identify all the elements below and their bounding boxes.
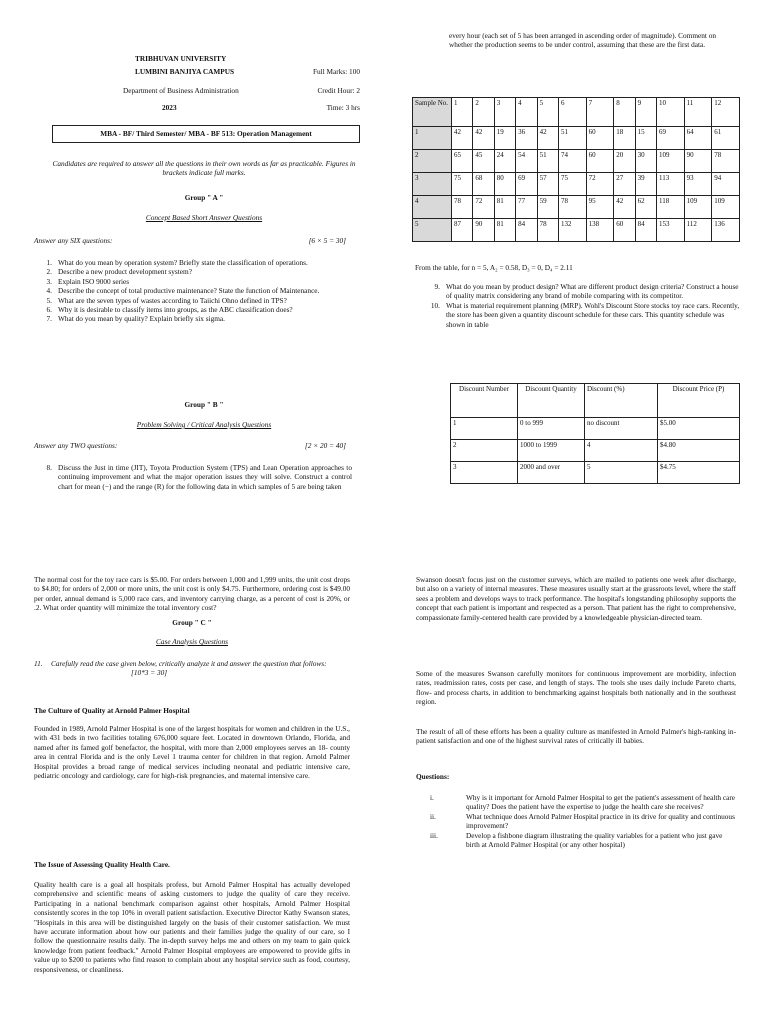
question-7: 7. What do you mean by quality? Explain briefly six sigma.: [46, 314, 225, 324]
table-note: From the table, for n = 5, A₂ = 0.58, D₃ = 0, D₄ = 2.11: [415, 263, 573, 272]
questions-9-10: [428, 282, 740, 329]
instructions: Candidates are required to answer all the questions in their own words as far as practicable. Figures in brackets indicate full marks.: [52, 159, 356, 178]
group-c-subtitle: Case Analysis Questions: [155, 637, 229, 646]
case-paragraph-1: Founded in 1989, Arnold Palmer Hospital is one of the largest hospitals for women and children in the U.S., with 431 beds in two facilities totaling 676,000 square feet. Located in downtown Orlando, Florida, and named after its famed golf benefactor, the hospital, with more than 2,000 employees serves an 18- county area in central Florida and is the only Level 1 trauma center for children in that region. Arnold Palmer Hospital provides a broad range of medical services including neonatal and pediatric intensive care, pediatric oncology and cardiology, care for high-risk pregnancies, and maternal intensive care.: [34, 724, 350, 781]
question-5: 5. What are the seven types of wastes according to Taiichi Ohno defined in TPS?: [46, 295, 287, 305]
table-header-cell: 11: [684, 98, 712, 127]
group-a-marks: [6 × 5 = 30]: [308, 236, 346, 245]
group-b-title: Group " B ": [184, 400, 224, 409]
group-b-subtitle: Problem Solving / Critical Analysis Questions: [136, 420, 272, 429]
question-11-num: 11.: [34, 659, 43, 668]
table-header-cell: 6: [558, 98, 586, 127]
group-a-question-list: [40, 258, 352, 324]
table-row: 3 2000 and over 5 $4.75: [451, 462, 740, 484]
full-marks: Full Marks: 100: [312, 67, 360, 77]
table-row: 3 75 68 80 69 57 75 72 27 39 113 93 94: [413, 173, 740, 196]
course-title: MBA - BF/ Third Semester/ MBA - BF 513: Operation Management: [100, 129, 312, 138]
question-6: 6. Why it is desirable to classify items into groups, as the ABC classification does?: [46, 305, 293, 315]
group-a-answer-note: Answer any SIX questions:: [34, 236, 113, 245]
table-header-cell: 5: [537, 98, 558, 127]
question-1: 1. What do you mean by operation system? Briefly state the classification of operations.: [46, 258, 308, 267]
table-header-cell: Discount Quantity: [518, 384, 585, 418]
course-title-box: [52, 125, 360, 143]
case-paragraph-5: The result of all of these efforts has been a quality culture as manifested in Arnold Palmer's high-ranking in-patient satisfaction and one of the highest survival rates of critically ill babies.: [416, 727, 736, 746]
table-header-cell: 4: [516, 98, 537, 127]
group-c-title: Group " C ": [172, 618, 212, 627]
table-header-cell: 10: [657, 98, 685, 127]
table-header-cell: 12: [712, 98, 740, 127]
question-11-text: Carefully read the case given below, critically analyze it and answer the question that follows:: [51, 659, 327, 668]
table-row: 5 87 90 81 84 78 132 138 60 84 153 112 136: [413, 219, 740, 242]
table-row: 1 0 to 999 no discount $5.00: [451, 418, 740, 440]
question-2: 2. Describe a new product development system?: [46, 267, 192, 277]
table-row: 2 65 45 24 54 51 74 60 20 30 109 90 78: [413, 150, 740, 173]
exam-header: [120, 54, 360, 113]
group-a-answer-row: [34, 236, 346, 245]
table-header-cell: 9: [635, 98, 656, 127]
question-10: 10. What is material requirement planning (MRP). Wohl's Discount Store stocks toy race cars. Recently, the store has been given a quantity discount schedule for these cars. This quantity schedule was shown in table: [430, 300, 740, 329]
question-11-marks: [10*3 = 30]: [131, 668, 168, 678]
question-8: 8. Discuss the Just in time (JIT), Toyota Production System (TPS) and Lean Operation approaches to continuing improvement and what the major operation issues they will solve. Construct a control chart for mean (−) and the range (R) for the following data in which samples of 5 are being taken: [46, 463, 352, 491]
case-title: The Culture of Quality at Arnold Palmer Hospital: [34, 706, 190, 715]
sample-data-table: [412, 97, 740, 242]
table-row: 4 78 72 81 77 59 78 95 42 62 118 109 109: [413, 196, 740, 219]
university-name: TRIBHUVAN UNIVERSITY: [135, 54, 227, 63]
discount-table-header: [451, 384, 740, 418]
exam-time: Time: 3 hrs: [326, 103, 360, 113]
case-paragraph-4: Some of the measures Swanson carefully monitors for continuous improvement are morbidity, infection rates, readmission rates, costs per case, and length of stays. The tools she uses daily include Pareto charts, flow- and process charts, in addition to benchmarking against hospitals both nationally and in the southeast region.: [416, 669, 736, 707]
sample-table-header: [413, 98, 740, 127]
case-paragraph-2: Quality health care is a goal all hospitals profess, but Arnold Palmer Hospital has actually developed comprehensive and scientific means of asking customers to judge the quality of care they receive. Participating in a national benchmark comparison against other hospitals, Arnold Palmer Hospital consistently scores in the top 10% in overall patient satisfaction. Executive Director Kathy Swanson states, "Hospitals in this area will be distinguished largely on the basis of their customer satisfaction. We must have accurate information about how our patients and their families judge the quality of our care, so I follow the questionnaire results daily. The in-depth survey helps me and others on my team to gain quick knowledge from patient feedback." Arnold Palmer Hospital employees are empowered to provide gifts in value up to $200 to patients who find reason to complain about any hospital service such as food, courtesy, responsiveness, or cleanliness.: [34, 880, 350, 974]
group-a-subtitle: Concept Based Short Answer Questions: [145, 213, 263, 222]
case-question-iii: iii. Develop a fishbone diagram illustrating the quality variables for a patient who just gave birth at Arnold Palmer Hospital (or any other hospital): [430, 830, 723, 850]
group-b-answer-note: Answer any TWO questions:: [34, 441, 118, 450]
table-header-cell: Discount Price (P): [658, 384, 740, 418]
table-header-cell: Sample No.: [413, 98, 452, 127]
question-8-continued: every hour (each set of 5 has been arranged in ascending order of magnitude). Comment on whether the production seems to be under control, assuming that these are the first data.: [449, 31, 717, 50]
issue-title: The Issue of Assessing Quality Health Care.: [34, 860, 170, 869]
table-header-cell: 7: [586, 98, 614, 127]
group-a-title: Group " A ": [184, 193, 224, 202]
table-header-cell: 8: [614, 98, 635, 127]
exam-year: 2023: [162, 103, 177, 113]
table-header-cell: Discount Number: [451, 384, 518, 418]
table-row: 1 42 42 19 36 42 51 60 18 15 69 64 61: [413, 127, 740, 150]
table-header-cell: 3: [494, 98, 515, 127]
case-question-i: i. Why is it important for Arnold Palmer Hospital to get the patient's assessment of health care quality? Does the patient have the expertise to judge the health care she receives?: [430, 793, 736, 812]
table-header-cell: Discount (%): [585, 384, 658, 418]
credit-hour: Credit Hour: 2: [317, 85, 360, 95]
campus-name: LUMBINI BANJIYA CAMPUS: [135, 67, 235, 77]
question-11: [34, 659, 350, 678]
group-b-answer-row: [34, 441, 346, 450]
discount-table: [450, 383, 740, 484]
question-8-block: [40, 463, 352, 491]
question-3: 3. Explain ISO 9000 series: [46, 276, 130, 286]
table-row: 2 1000 to 1999 4 $4.80: [451, 440, 740, 462]
table-header-cell: 2: [473, 98, 494, 127]
case-question-ii: ii. What technique does Arnold Palmer Hospital practice in its drive for quality and continuous improvement?: [430, 811, 735, 831]
case-question-list: [430, 793, 736, 849]
table-header-cell: 1: [452, 98, 473, 127]
question-9: 9. What do you mean by product design? What are different product design criteria? Construct a house of quality matrix considering any brand of mobile comparing with its competitor.: [434, 282, 739, 301]
question-10-continued: The normal cost for the toy race cars is $5.00. For orders between 1,000 and 1,999 units, the unit cost drops to $4.80; for orders of 2,000 or more units, the unit cost is only $4.75. Furthermore, ordering cost is $49.00 per order, annual demand is 5,000 race cars, and inventory carrying charge, as a percent of cost is 20%, or .2. What order quantity will minimize the total inventory cost?: [34, 575, 350, 613]
questions-title: Questions:: [416, 772, 450, 781]
department-name: Department of Business Administration: [123, 85, 239, 95]
question-4: 4. Describe the concept of total productive maintenance? State the function of Maintenance.: [46, 286, 320, 296]
case-paragraph-3: Swanson doesn't focus just on the customer surveys, which are mailed to patients one week after discharge, but also on a variety of internal measures. These measures usually start at the grassroots level, where the staff sees a problem and develops ways to track performance. The hospital's longstanding philosophy supports the concept that each patient is important and respected as a person. That patient has the right to comprehensive, compassionate family-centered health care provided by a knowledgeable physician-directed team.: [416, 575, 736, 622]
group-b-marks: [2 × 20 = 40]: [304, 441, 346, 450]
